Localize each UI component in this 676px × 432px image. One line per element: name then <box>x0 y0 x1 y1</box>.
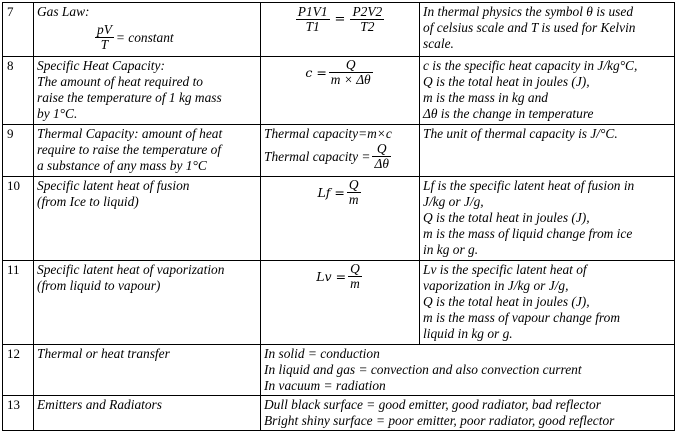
table-row-8 <box>3 57 675 125</box>
law-line: Specific latent heat of fusion <box>37 178 190 193</box>
description-line: of celsius scale and T is used for Kelvin <box>423 20 636 35</box>
description-line: In solid = conduction <box>264 346 380 361</box>
formula-cell <box>261 177 420 261</box>
formula-numerator: Q <box>350 261 360 276</box>
formula-denominator: m <box>350 276 360 291</box>
description-cell <box>420 125 675 177</box>
description-line: Bright shiny surface = poor emitter, poor radiator, good reflector <box>264 413 615 428</box>
span-description-cell <box>261 396 675 431</box>
row-number: 10 <box>3 177 34 261</box>
description-cell <box>420 177 675 261</box>
description-line: Δθ is the change in temperature <box>423 106 594 121</box>
law-cell <box>34 396 261 431</box>
formula-denominator: T <box>100 37 109 52</box>
description-line: In liquid and gas = convection and also convection current <box>264 362 582 377</box>
gas-law-formula <box>37 22 257 52</box>
description-line: scale. <box>423 36 454 51</box>
description-line: in kg or g. <box>423 242 479 257</box>
formula-numerator: P2V2 <box>352 4 383 19</box>
formula-denominator: m <box>348 192 359 207</box>
law-line: by 1°C. <box>37 106 78 121</box>
description-line: The unit of thermal capacity is J/°C. <box>423 126 618 141</box>
formula-denominator: m × Δθ <box>330 72 371 87</box>
row-number: 7 <box>3 3 34 57</box>
description-line: Q is the total heat in joules (J), <box>423 74 590 89</box>
formula-lhs: Thermal capacity = <box>264 148 371 164</box>
description-line: m is the mass of liquid change from ice <box>423 226 633 241</box>
description-line: J/kg or J/g, <box>423 194 484 209</box>
law-line: require to raise the temperature of <box>37 142 222 157</box>
description-cell <box>420 57 675 125</box>
formula-numerator: Q <box>372 142 390 157</box>
formula-cell <box>261 261 420 345</box>
description-line: Q is the total heat in joules (J), <box>423 210 590 225</box>
formula-denominator: T1 <box>305 19 320 34</box>
law-line: (from liquid to vapour) <box>37 278 161 293</box>
description-line: In thermal physics the symbol θ is used <box>423 4 634 19</box>
formula-cell <box>261 125 420 177</box>
law-line: Thermal Capacity: amount of heat <box>37 126 223 141</box>
law-cell <box>34 57 261 125</box>
description-line: m is the mass in kg and <box>423 90 548 105</box>
formula-cell <box>261 57 420 125</box>
equals-sign: = <box>334 11 346 27</box>
span-description-cell <box>261 345 675 396</box>
description-line: c is the specific heat capacity in J/kg°C, <box>423 58 638 73</box>
table-row-7 <box>3 3 675 57</box>
description-line: Lf is the specific latent heat of fusion in <box>423 178 635 193</box>
table-row-10 <box>3 177 675 261</box>
description-line: Q is the total heat in joules (J), <box>423 294 590 309</box>
description-line: m is the mass of vapour change from <box>423 310 621 325</box>
formula-lhs: Lv = <box>316 268 347 284</box>
row-number: 12 <box>3 345 34 396</box>
row-number: 11 <box>3 261 34 345</box>
formula-numerator: pV <box>97 22 112 37</box>
description-line: liquid in kg or g. <box>423 326 513 341</box>
formula-denominator: Δθ <box>374 156 389 171</box>
law-line: raise the temperature of 1 kg mass <box>37 90 222 105</box>
description-line: vaporization in J/kg or J/g, <box>423 278 569 293</box>
law-line: (from Ice to liquid) <box>37 194 139 209</box>
physics-formula-table <box>2 2 675 431</box>
formula-denominator: T2 <box>360 19 375 34</box>
law-cell <box>34 3 261 57</box>
law-line: Specific Heat Capacity: <box>37 58 165 73</box>
formula-rhs: = constant <box>115 29 174 45</box>
row-number: 13 <box>3 396 34 431</box>
law-cell <box>34 261 261 345</box>
formula-numerator: Q <box>348 177 359 192</box>
table-row-9 <box>3 125 675 177</box>
table-row-13 <box>3 396 675 431</box>
law-cell <box>34 125 261 177</box>
law-line: Gas Law: <box>37 4 90 19</box>
formula-lhs: Lf = <box>317 184 345 200</box>
law-cell <box>34 345 261 396</box>
row-number: 8 <box>3 57 34 125</box>
law-line: The amount of heat required to <box>37 74 204 89</box>
formula-numerator: Q <box>329 58 373 73</box>
description-cell <box>420 3 675 57</box>
formula-line: Thermal capacity=m×c <box>264 126 392 141</box>
description-line: In vacuum = radiation <box>264 378 386 393</box>
law-line: Emitters and Radiators <box>37 397 162 412</box>
formula-numerator: P1V1 <box>297 4 328 19</box>
description-line: Lv is the specific latent heat of <box>423 262 587 277</box>
formula-lhs: c = <box>305 64 327 80</box>
description-line: Dull black surface = good emitter, good radiator, bad reflector <box>264 397 601 412</box>
row-number: 9 <box>3 125 34 177</box>
formula-cell <box>261 3 420 57</box>
law-line: Thermal or heat transfer <box>37 346 170 361</box>
law-line: a substance of any mass by 1°C <box>37 158 207 173</box>
description-cell <box>420 261 675 345</box>
law-cell <box>34 177 261 261</box>
table-row-11 <box>3 261 675 345</box>
law-line: Specific latent heat of vaporization <box>37 262 225 277</box>
table-row-12 <box>3 345 675 396</box>
